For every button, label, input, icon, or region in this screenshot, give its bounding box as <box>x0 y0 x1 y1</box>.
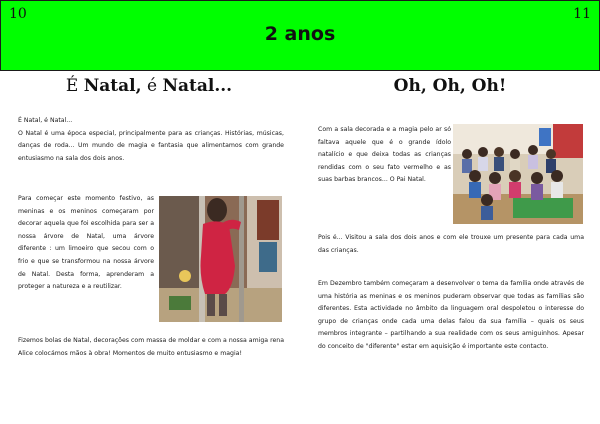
photo-children-classroom <box>453 124 583 224</box>
photo-child-decorating-tree <box>159 196 282 322</box>
title-word-2: Natal... <box>162 76 233 96</box>
page-number-left: 10 <box>9 6 27 22</box>
left-paragraph-1-body: O Natal é uma época especial, principalmente para as crianças. Histórias, músicas, danças de roda... Um mundo de magia e fantasia que alimentamos com grande entusiasmo na sala dos dois anos. <box>18 129 284 162</box>
left-paragraph-3: Fizemos bolas de Natal, decorações com massa de moldar e com a nossa amiga rena Alice colocámos mãos à obra! Momentos de muito entusiasmo e magia! <box>18 337 284 357</box>
left-paragraph-2: Para começar este momento festivo, as meninas e os meninos começaram por decorar aquela que foi escolhida para ser a nossa árvore de Natal, uma árvore diferente : um limoeiro que secou com o frio e que se transformou na nossa árvore de Natal. Desta forma, aprenderam a proteger a natureza e a reutilizar. <box>18 195 154 291</box>
left-paragraph-1-lead: É Natal, é Natal... <box>18 117 73 124</box>
right-paragraph-2: Em Dezembro também começaram a desenvolver o tema da família onde através de uma história as meninas e os meninos puderam observar que todas as famílias são diferentes. Esta actividade no âmbito da linguagem oral despoletou o interesse do grupo de crianças onde cada uma delas falou da sua família – quais os seus membros integrante – partilhando a sua realidade com os seus amiguinhos. Apesar do conceito de "diferente" estar em aquisição é importante este contacto. <box>318 280 584 350</box>
left-article-title <box>0 76 298 96</box>
right-paragraph-1-continued: Pois é... Visitou a sala dos dois anos e com ele trouxe um presente para cada uma das crianças. <box>318 234 584 254</box>
left-paragraph-1 <box>18 115 284 165</box>
right-paragraph-1: Com a sala decorada e a magia pelo ar só faltava aquele que é o grande ídolo natalício e que deixa todas as crianças rendidas com o seu fato vermelho e as suas barbas brancos... O Pai Natal. <box>318 126 451 184</box>
page-number-right: 11 <box>573 6 591 22</box>
title-prefix: É <box>65 76 79 96</box>
header-title: 2 anos <box>264 23 336 45</box>
right-article-title: Oh, Oh, Oh! <box>393 76 507 96</box>
page-header <box>0 0 600 71</box>
title-word-1: Natal, <box>83 76 142 96</box>
title-mid: é <box>146 76 158 96</box>
